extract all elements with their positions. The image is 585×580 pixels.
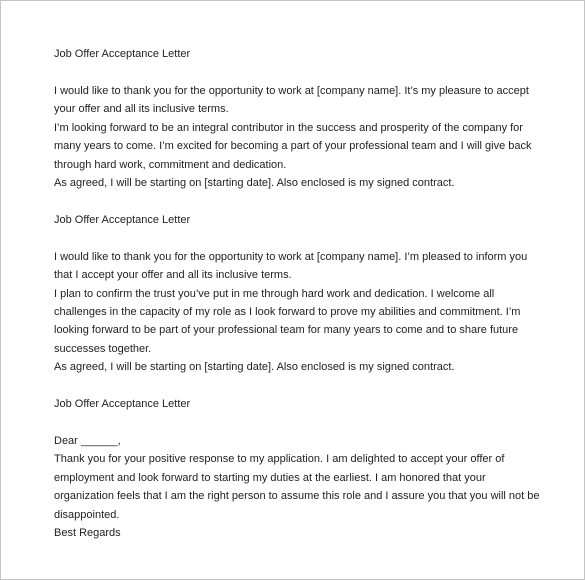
text-line: I plan to confirm the trust you’ve put in me through hard work and dedication. I welcome all xyxy=(54,287,495,300)
text-line: many years to come. I’m excited for becoming a part of your professional team and I will give back xyxy=(54,140,532,153)
text-line: that I accept your offer and all its inclusive terms. xyxy=(54,269,292,282)
text-line: organization feels that I am the right person to assume this role and I assure you that you will not be xyxy=(54,490,540,503)
text-line: through hard work, commitment and dedication. xyxy=(54,158,287,171)
letter-section-1 xyxy=(54,45,544,192)
letter-body xyxy=(54,432,544,542)
text-line: looking forward to be part of your professional team for many years to come and to share future xyxy=(54,324,519,337)
text-line: As agreed, I will be starting on [starting date]. Also enclosed is my signed contract. xyxy=(54,361,455,374)
text-line: successes together. xyxy=(54,342,152,355)
section-title: Job Offer Acceptance Letter xyxy=(54,48,191,60)
letter-body xyxy=(54,248,544,377)
text-line: I would like to thank you for the opportunity to work at [company name]. It’s my pleasure to accept xyxy=(54,84,529,97)
text-line: As agreed, I will be starting on [starting date]. Also enclosed is my signed contract. xyxy=(54,176,455,189)
text-line: your offer and all its inclusive terms. xyxy=(54,103,229,116)
text-line: employment and look forward to starting my duties at the earliest. I am honored that your xyxy=(54,471,486,484)
closing: Best Regards xyxy=(54,527,121,540)
text-line: I’m looking forward to be an integral contributor in the success and prosperity of the company for xyxy=(54,121,523,134)
letter-section-3 xyxy=(54,395,544,542)
text-line: disappointed. xyxy=(54,508,120,521)
text-line: I would like to thank you for the opportunity to work at [company name]. I’m pleased to inform you xyxy=(54,250,528,263)
section-title: Job Offer Acceptance Letter xyxy=(54,398,191,411)
letter-body xyxy=(54,82,544,192)
letter-section-2 xyxy=(54,211,544,377)
text-line: Thank you for your positive response to my application. I am delighted to accept your offer of xyxy=(54,453,505,466)
text-line: challenges in the capacity of my role as I look forward to prove my abilities and commitment. I’m xyxy=(54,305,521,318)
section-title: Job Offer Acceptance Letter xyxy=(54,213,191,226)
salutation: Dear ______, xyxy=(54,435,121,447)
